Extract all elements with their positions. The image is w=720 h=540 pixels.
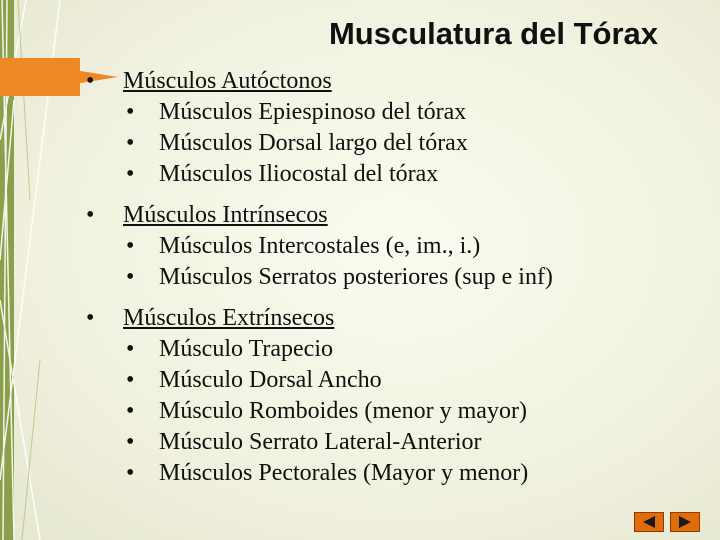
list-item (86, 458, 706, 489)
slide-title: Musculatura del Tórax (328, 16, 658, 51)
list-item (86, 231, 706, 262)
section-heading: Músculos Autóctonos (123, 68, 332, 94)
list-item-text: Músculos Dorsal largo del tórax (159, 130, 468, 156)
bullet: • (126, 99, 135, 125)
slide-navigation (634, 512, 700, 532)
bullet: • (126, 233, 135, 259)
list-item (86, 365, 706, 396)
bullet: • (126, 336, 135, 362)
list-item (86, 334, 706, 365)
bullet: • (126, 367, 135, 393)
list-item (86, 396, 706, 427)
section-heading: Músculos Intrínsecos (123, 202, 328, 228)
list-item (86, 128, 706, 159)
list-item-text: Músculos Pectorales (Mayor y menor) (159, 460, 529, 486)
section-extrinsecos (86, 303, 706, 489)
bullet: • (126, 398, 135, 424)
bullet: • (126, 429, 135, 455)
bullet: • (126, 264, 135, 290)
list-item (86, 97, 706, 128)
bullet: • (126, 460, 135, 486)
list-item (86, 159, 706, 190)
bullet: • (86, 68, 95, 94)
list-item-text: Músculo Trapecio (159, 336, 333, 362)
list-item (86, 427, 706, 458)
list-item-text: Músculos Intercostales (e, im., i.) (159, 233, 481, 259)
previous-triangle-icon (641, 515, 657, 529)
bullet: • (86, 202, 95, 228)
section-heading-row (86, 200, 706, 231)
previous-slide-button[interactable] (634, 512, 664, 532)
section-intrinsecos (86, 200, 706, 293)
next-triangle-icon (677, 515, 693, 529)
section-heading-row (86, 303, 706, 334)
section-heading-row (86, 66, 706, 97)
section-autoctonos (86, 66, 706, 190)
list-item-text: Músculos Serratos posteriores (sup e inf) (159, 264, 553, 290)
slide-content (86, 66, 706, 499)
section-heading: Músculos Extrínsecos (123, 305, 335, 331)
list-item-text: Músculo Romboides (menor y mayor) (159, 398, 527, 424)
bullet: • (126, 130, 135, 156)
list-item-text: Músculo Dorsal Ancho (159, 367, 382, 393)
list-item (86, 262, 706, 293)
bullet: • (86, 305, 95, 331)
list-item-text: Músculos Epiespinoso del tórax (159, 99, 467, 125)
list-item-text: Músculos Iliocostal del tórax (159, 161, 439, 187)
bullet: • (126, 161, 135, 187)
next-slide-button[interactable] (670, 512, 700, 532)
list-item-text: Músculo Serrato Lateral-Anterior (159, 429, 482, 455)
